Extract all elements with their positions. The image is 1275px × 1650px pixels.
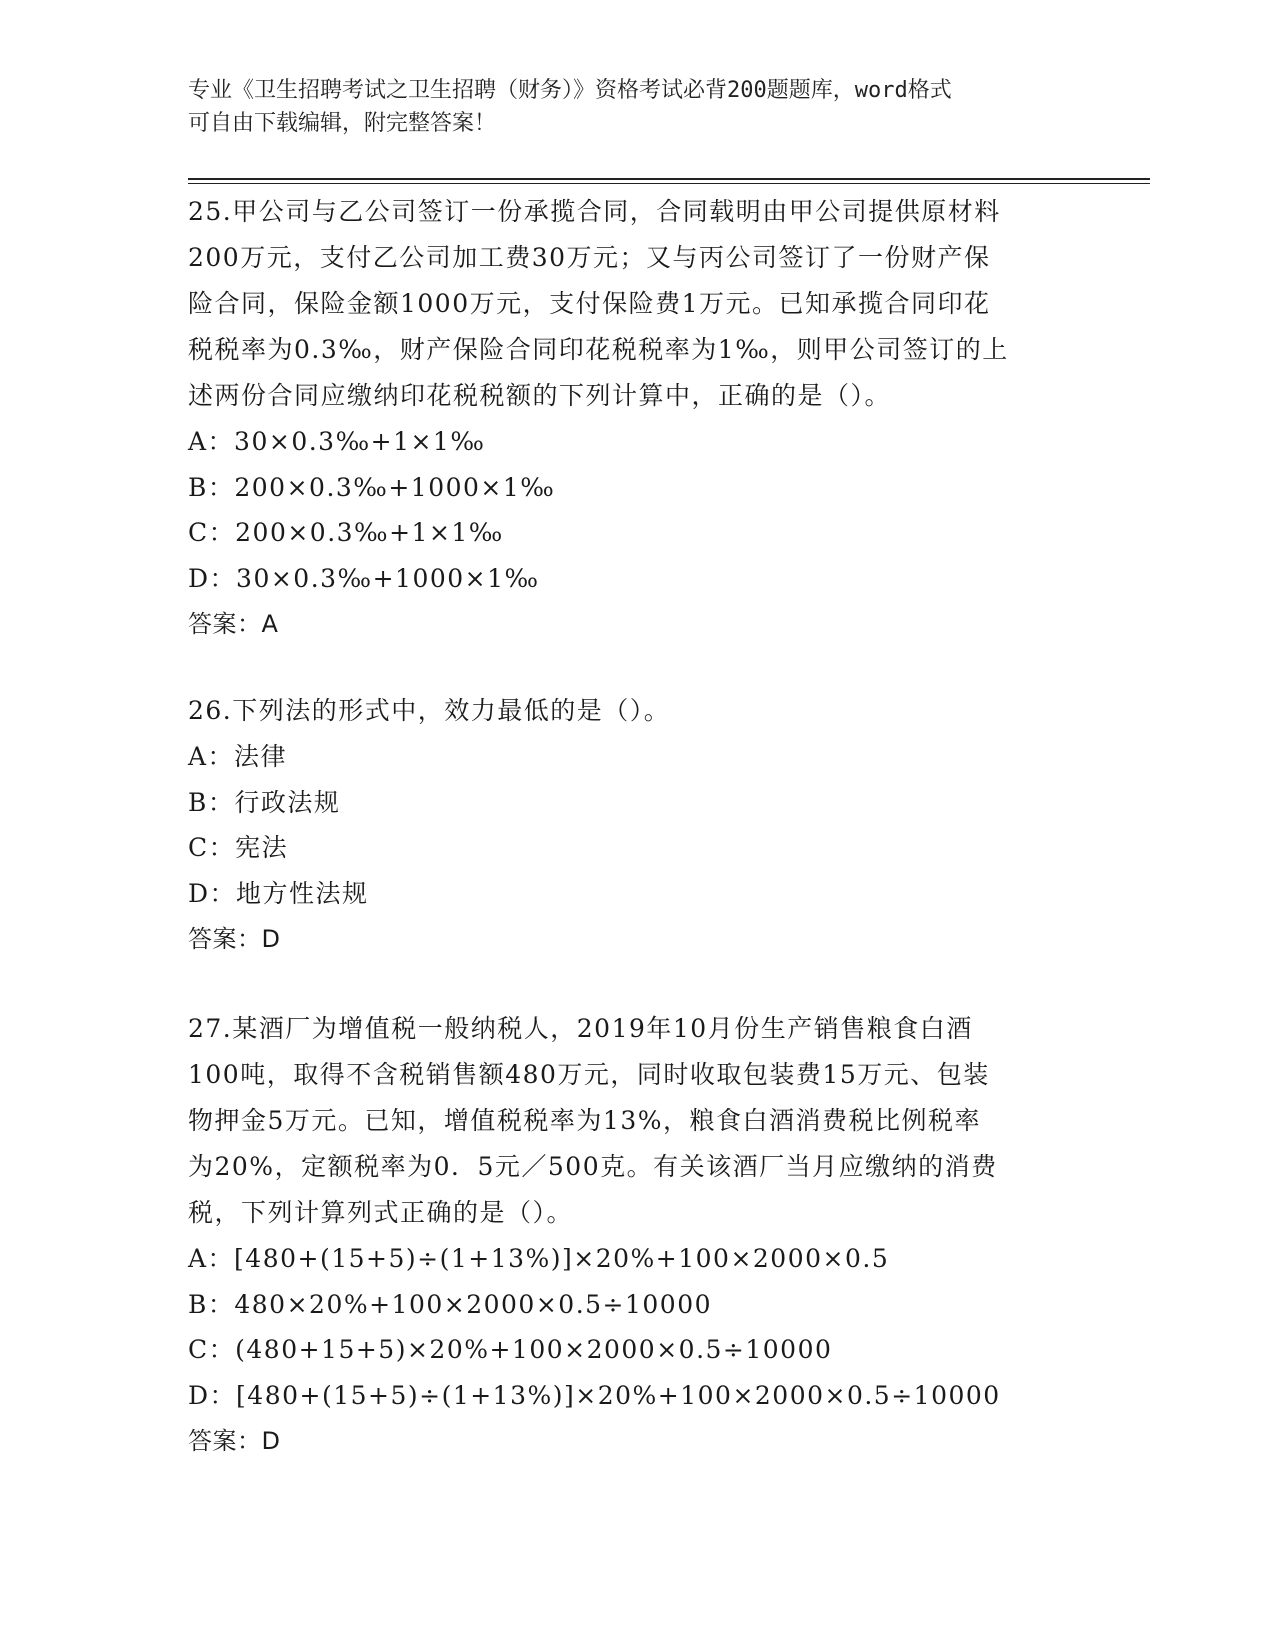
answer-line: 答案：D <box>188 925 281 953</box>
header-divider-thick <box>188 178 1150 180</box>
option-c: C：宪法 <box>188 833 289 862</box>
option-c: C：200×0.3‰+1×1‰ <box>188 518 504 547</box>
question-stem-line: 25.甲公司与乙公司签订一份承揽合同，合同载明由甲公司提供原材料 <box>188 197 1001 226</box>
question-stem-line: 税，下列计算列式正确的是（）。 <box>188 1198 574 1227</box>
option-b: B：200×0.3‰+1000×1‰ <box>188 472 556 502</box>
option-a: A：[480+(15+5)÷(1+13%)]×20%+100×2000×0.5 <box>188 1244 890 1273</box>
question-stem-line: 险合同，保险金额1000万元，支付保险费1万元。已知承揽合同印花 <box>188 289 991 318</box>
question-25 <box>188 189 1088 647</box>
header-line-2: 可自由下载编辑，附完整答案！ <box>188 111 497 136</box>
option-d: D：地方性法规 <box>188 878 369 908</box>
option-d: D：[480+(15+5)÷(1+13%)]×20%+100×2000×0.5÷10000 <box>188 1380 1001 1410</box>
question-stem-line: 26.下列法的形式中，效力最低的是（）。 <box>188 696 671 725</box>
question-stem-line: 为20%，定额税率为0．5元／500克。有关该酒厂当月应缴纳的消费 <box>188 1152 998 1181</box>
question-27 <box>188 1006 1088 1464</box>
option-a: A：30×0.3‰+1×1‰ <box>188 427 486 456</box>
question-stem-line: 200万元，支付乙公司加工费30万元；又与丙公司签订了一份财产保 <box>188 243 991 272</box>
answer-line: 答案：A <box>188 610 279 638</box>
document-header <box>188 74 1088 140</box>
header-line-1: 专业《卫生招聘考试之卫生招聘（财务）》资格考试必背200题题库，word格式 <box>188 78 952 103</box>
option-a: A：法律 <box>188 742 288 771</box>
question-stem-line: 述两份合同应缴纳印花税税额的下列计算中，正确的是（）。 <box>188 381 892 410</box>
answer-line: 答案：D <box>188 1427 281 1455</box>
question-stem-line: 27.某酒厂为增值税一般纳税人，2019年10月份生产销售粮食白酒 <box>188 1014 973 1043</box>
option-b: B：480×20%+100×2000×0.5÷10000 <box>188 1289 713 1319</box>
question-26 <box>188 688 1088 962</box>
option-d: D：30×0.3‰+1000×1‰ <box>188 563 540 593</box>
question-stem-line: 税税率为0.3‰，财产保险合同印花税税率为1‰，则甲公司签订的上 <box>188 335 1009 364</box>
question-stem-line: 物押金5万元。已知，增值税税率为13%，粮食白酒消费税比例税率 <box>188 1106 981 1135</box>
option-b: B：行政法规 <box>188 787 341 817</box>
option-c: C：(480+15+5)×20%+100×2000×0.5÷10000 <box>188 1335 833 1364</box>
header-divider-thin <box>188 183 1150 184</box>
question-stem-line: 100吨，取得不含税销售额480万元，同时收取包装费15万元、包装 <box>188 1060 990 1089</box>
